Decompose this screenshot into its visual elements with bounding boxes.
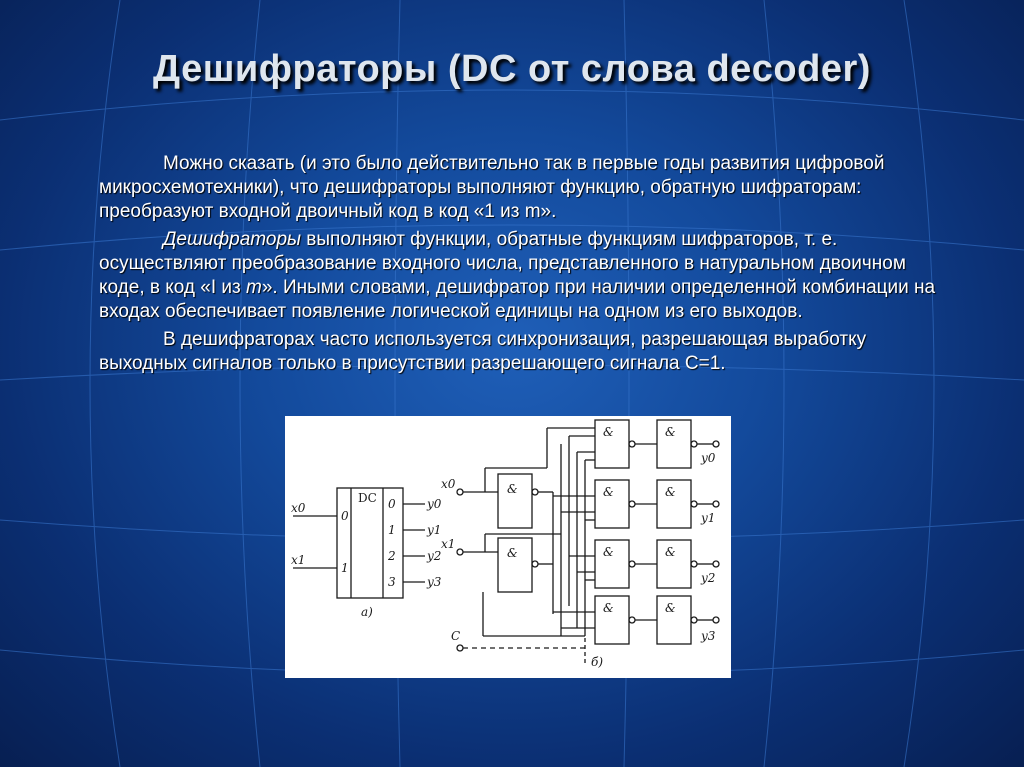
input-x0-a: x0 (291, 501, 306, 515)
schematic-svg (285, 416, 731, 678)
input-c-b: C (451, 629, 461, 643)
term-m: m (246, 277, 262, 298)
gate-c2-r4-label: & (665, 601, 676, 615)
dc-label: DC (358, 491, 377, 505)
output-y2-a: y2 (427, 549, 442, 563)
paragraph-2 (99, 228, 941, 324)
gate-c2-r3-label: & (665, 545, 676, 559)
paragraph-2-part-b: ». Иными словами, дешифратор при наличии определенной комбинации на входах обеспечивает появление логической единицы на одном из его выходов. (99, 277, 936, 322)
output-y1-b: y1 (701, 511, 716, 525)
dc-out-pin-0: 0 (388, 497, 396, 511)
input-gates (457, 474, 532, 592)
slide-title: Дешифраторы (DC от слова decoder) (153, 48, 871, 90)
term-decoders: Дешифраторы (163, 229, 302, 250)
gate-in-1-label: & (507, 482, 518, 496)
gate-c2-r1-label: & (665, 425, 676, 439)
gate-in-2-label: & (507, 546, 518, 560)
dc-in-pin-1: 1 (341, 561, 349, 575)
input-x0-b: x0 (441, 477, 456, 491)
output-y2-b: y2 (701, 571, 716, 585)
paragraph-3: В дешифраторах часто используется синхронизация, разрешающая выработку выходных сигналов только в присутствии разрешающего сигнала C=1. (99, 329, 867, 374)
output-y0-a: y0 (427, 497, 442, 511)
decoder-schematic (285, 416, 731, 678)
caption-b: б) (591, 655, 604, 669)
output-y0-b: y0 (701, 451, 716, 465)
gate-c1-r4-label: & (603, 601, 614, 615)
input-x1-a: x1 (291, 553, 306, 567)
gate-c1-r3-label: & (603, 545, 614, 559)
paragraph-2-part-a: выполняют функции, обратные функциям шифраторов, т. е. осуществляют преобразование входного числа, представленного в натуральном двоичном коде, в код «I из (99, 229, 906, 298)
gate-c1-r1-label: & (603, 425, 614, 439)
gate-c1-r2-label: & (603, 485, 614, 499)
slide-body (99, 152, 941, 380)
paragraph-1: Можно сказать (и это было действительно так в первые годы развития цифровой микросхемотехники), что дешифраторы выполняют функцию, обратную шифраторам: преобразуют входной двоичный код в код «1 из m». (99, 153, 885, 222)
dc-out-pin-2: 2 (388, 549, 396, 563)
gate-c2-r2-label: & (665, 485, 676, 499)
output-y3-a: y3 (427, 575, 442, 589)
output-y1-a: y1 (427, 523, 442, 537)
dc-in-pin-0: 0 (341, 509, 349, 523)
output-y3-b: y3 (701, 629, 716, 643)
dc-out-pin-3: 3 (388, 575, 396, 589)
dc-out-pin-1: 1 (388, 523, 396, 537)
bus-wires (457, 428, 595, 664)
caption-a: а) (361, 605, 373, 619)
input-x1-b: x1 (441, 537, 456, 551)
